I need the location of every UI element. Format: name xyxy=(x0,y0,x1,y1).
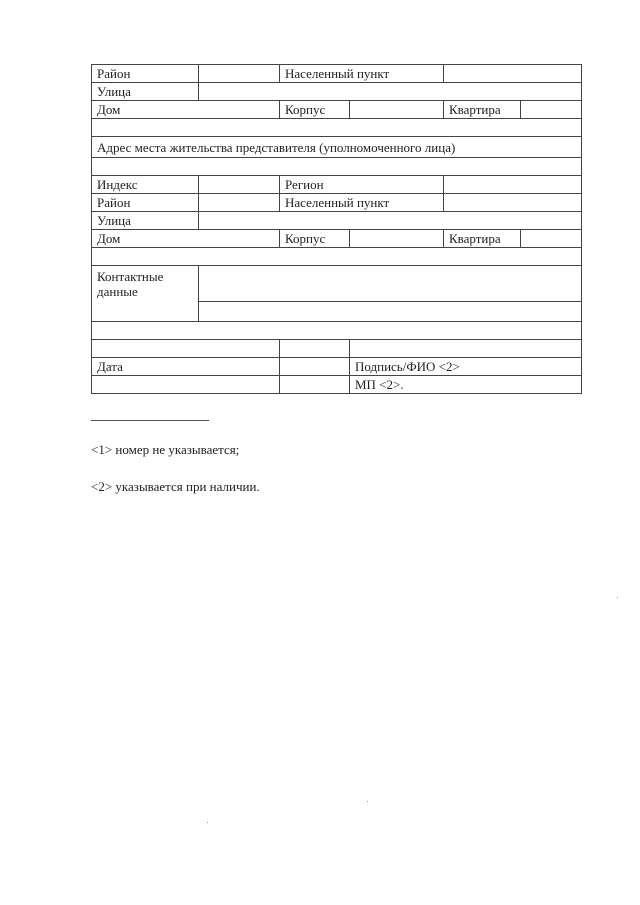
representative-address-title: Адрес места жительства представителя (уполномоченного лица) xyxy=(92,137,582,158)
form-table-container xyxy=(91,64,581,394)
region-field[interactable] xyxy=(444,176,582,194)
spacer-row xyxy=(92,322,582,340)
district-field[interactable] xyxy=(199,65,280,83)
index-field[interactable] xyxy=(199,176,280,194)
building-label: Корпус xyxy=(280,230,350,248)
street-label: Улица xyxy=(92,212,199,230)
seal-label: МП <2>. xyxy=(350,376,582,394)
scan-speck xyxy=(367,801,368,802)
street-row-1 xyxy=(92,83,582,101)
house-label: Дом xyxy=(92,230,280,248)
empty-cell xyxy=(92,248,582,266)
locality-field[interactable] xyxy=(444,65,582,83)
signature-label: Подпись/ФИО <2> xyxy=(350,358,582,376)
contact-row xyxy=(92,266,582,302)
district-label: Район xyxy=(92,65,199,83)
house-row-1 xyxy=(92,101,582,119)
footnote-2: <2> указывается при наличии. xyxy=(91,479,260,494)
district-row-2 xyxy=(92,194,582,212)
district-row-1 xyxy=(92,65,582,83)
empty-cell xyxy=(92,322,582,340)
spacer-row xyxy=(92,248,582,266)
district-field[interactable] xyxy=(199,194,280,212)
building-label: Корпус xyxy=(280,101,350,119)
region-label: Регион xyxy=(280,176,444,194)
street-row-2 xyxy=(92,212,582,230)
index-label: Индекс xyxy=(92,176,199,194)
locality-field[interactable] xyxy=(444,194,582,212)
spacer-row xyxy=(92,119,582,137)
house-label: Дом xyxy=(92,101,280,119)
blank-split-row xyxy=(92,340,582,358)
footnote-separator xyxy=(91,420,209,421)
street-field[interactable] xyxy=(199,83,582,101)
locality-label: Населенный пункт xyxy=(280,65,444,83)
apartment-field[interactable] xyxy=(521,101,582,119)
section-title-row xyxy=(92,137,582,158)
apartment-label: Квартира xyxy=(444,101,521,119)
date-signature-row xyxy=(92,358,582,376)
house-row-2 xyxy=(92,230,582,248)
date-label: Дата xyxy=(92,358,280,376)
index-row xyxy=(92,176,582,194)
empty-cell xyxy=(280,376,350,394)
spacer-row xyxy=(92,158,582,176)
building-field[interactable] xyxy=(350,230,444,248)
street-field[interactable] xyxy=(199,212,582,230)
empty-cell xyxy=(92,158,582,176)
empty-cell xyxy=(92,340,280,358)
locality-label: Населенный пункт xyxy=(280,194,444,212)
apartment-field[interactable] xyxy=(521,230,582,248)
empty-cell xyxy=(350,340,582,358)
scan-speck xyxy=(207,822,208,823)
empty-cell xyxy=(280,340,350,358)
building-field[interactable] xyxy=(350,101,444,119)
empty-cell xyxy=(92,119,582,137)
date-field[interactable] xyxy=(280,358,350,376)
apartment-label: Квартира xyxy=(444,230,521,248)
seal-row xyxy=(92,376,582,394)
footnote-1: <1> номер не указывается; xyxy=(91,442,240,457)
street-label: Улица xyxy=(92,83,199,101)
district-label: Район xyxy=(92,194,199,212)
contact-field-1[interactable] xyxy=(199,266,582,302)
scan-speck xyxy=(617,597,618,598)
contact-field-2[interactable] xyxy=(199,302,582,322)
address-form-table xyxy=(91,64,582,394)
empty-cell xyxy=(92,376,280,394)
contact-label: Контактные данные xyxy=(92,266,199,322)
